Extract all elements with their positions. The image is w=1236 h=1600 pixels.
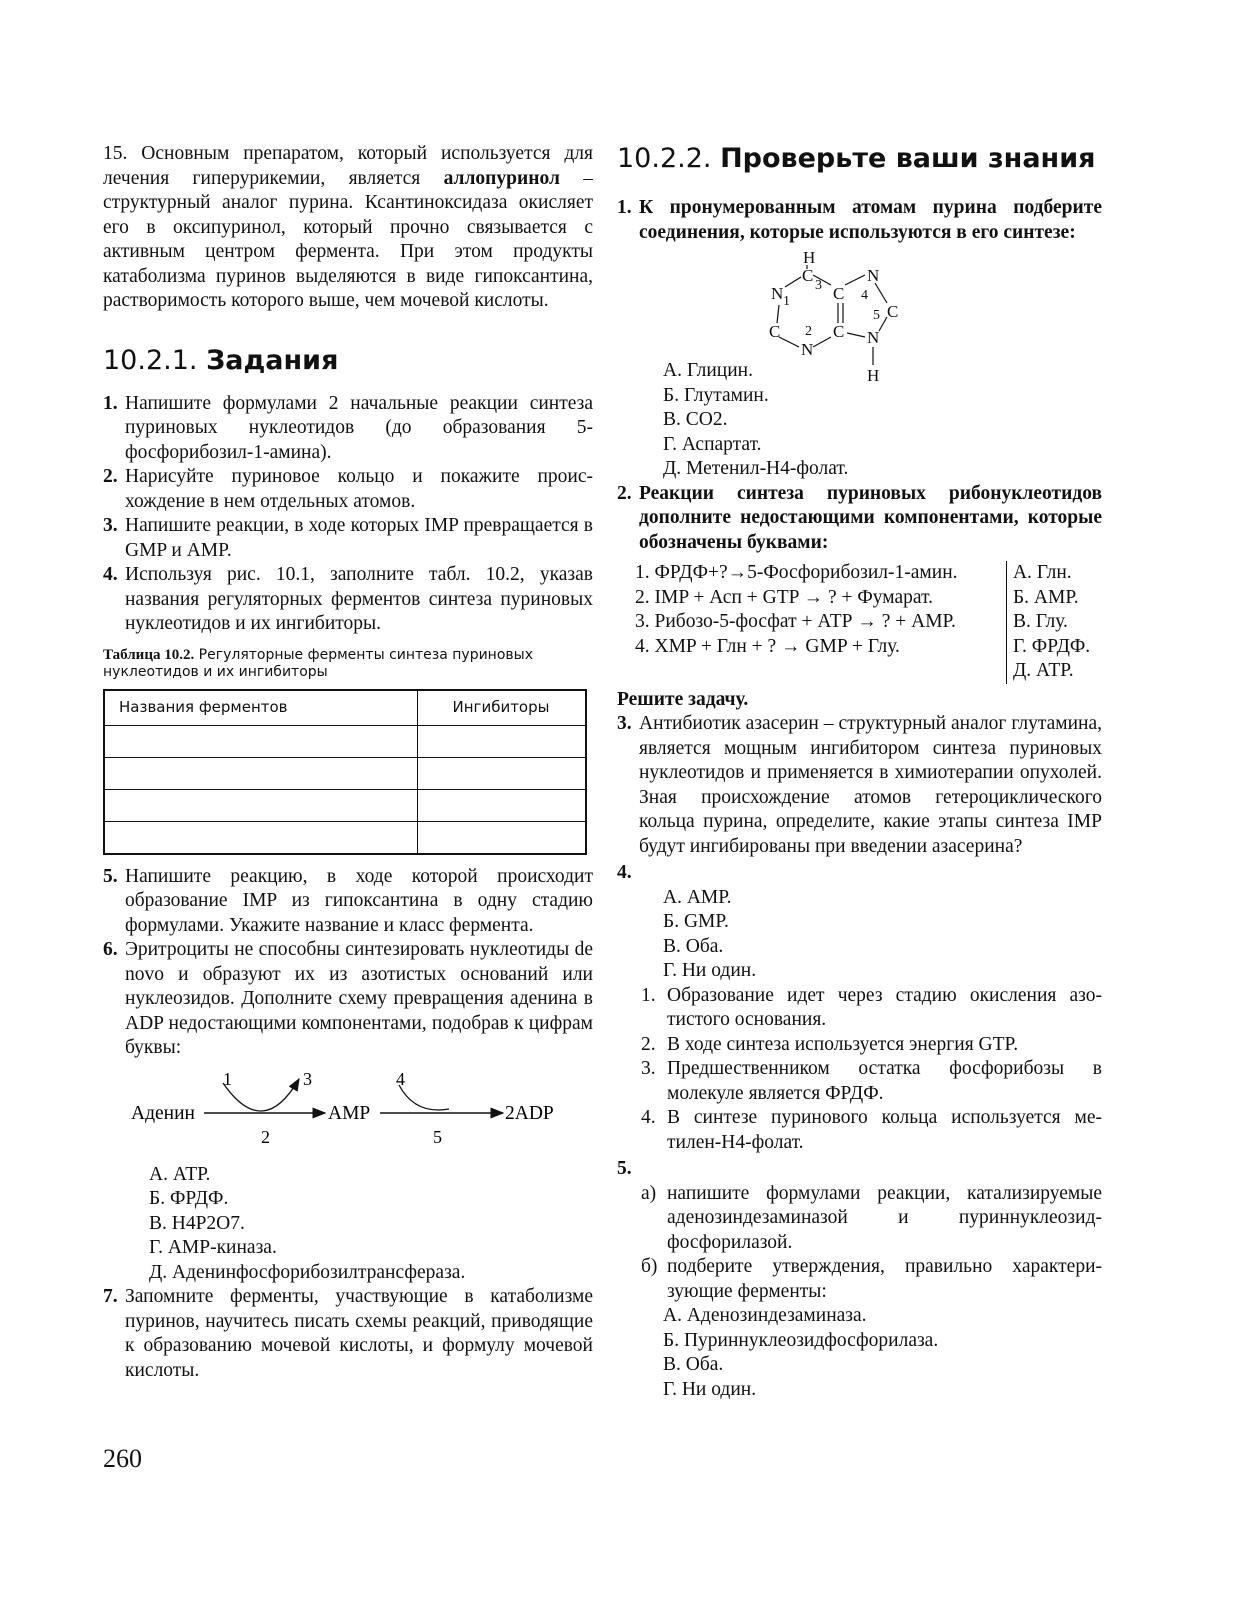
scheme-start: Аденин	[131, 1102, 195, 1124]
label-4: 4	[861, 288, 868, 303]
item-text: Эритроциты не способны синтезировать нуклеотиды de novo и образуют их из азотистых оснований или нуклеозидов. Дополните схему превращения аденина в ADP недостающими компонентами, подобрав к цифрам буквы:	[125, 939, 593, 1058]
option-item: Б. GMP.	[663, 911, 729, 932]
option-item: Г. Ни один.	[663, 1378, 757, 1400]
atom-c-left: C	[769, 322, 781, 341]
atom-n9: N	[867, 328, 880, 347]
question-5-number: 5.	[617, 1158, 632, 1179]
table-cell[interactable]	[104, 725, 418, 757]
q5-options	[617, 1304, 1102, 1402]
reaction-item: 2. IMP + Асп + GTP → ? + Фумарат.	[635, 586, 933, 608]
table-cell[interactable]	[104, 789, 418, 821]
q5-parts	[617, 1182, 1102, 1305]
item-number: 3.	[641, 1058, 656, 1079]
question-text: К пронумерованным атомам пурина подберите соединения, которые используются в его синтезе:	[639, 197, 1102, 243]
item-number: б)	[641, 1256, 658, 1277]
scheme-curve-1	[223, 1079, 299, 1111]
q2-options	[1006, 561, 1102, 684]
list-item	[641, 1057, 1102, 1106]
question-text: Антибиотик азасерин – структурный аналог глутамина, является мощным ингибитором синтеза пуриновых нуклеотидов и применяется в химиотерапии опухолей. Зная происхождение атомов гетероциклического кольца пурина, определите, какие этапы синтеза IMP будут ингибированы при введении азасерина?	[639, 713, 1102, 857]
section-heading-check	[617, 142, 1102, 176]
reaction-item: 3. Рибозо-5-фосфат + АТР → ? + АМР.	[635, 611, 956, 632]
question-number: 2.	[617, 482, 632, 504]
item-text: Образование идет через стадию окисления азотистого основания.	[667, 984, 1102, 1030]
item-number: 4.	[103, 564, 118, 585]
section-number: 10.2.1.	[103, 344, 198, 376]
q4-statements	[617, 984, 1102, 1156]
list-item	[641, 984, 1102, 1033]
q2-matching	[635, 561, 1102, 684]
q2-reactions	[635, 561, 1006, 684]
item-number: 2.	[641, 1033, 656, 1055]
question-1	[617, 196, 1102, 245]
table-row	[104, 725, 586, 757]
item-text: Напишите реакцию, в ходе которой происходит образование IMP из гипоксантина в одну стадию формулами. Укажите название и класс фермента.	[125, 865, 593, 936]
scheme-n4: 4	[396, 1068, 405, 1089]
item-number: 1.	[103, 392, 118, 414]
option-item: Б. ФРДФ.	[149, 1188, 229, 1209]
list-item	[103, 938, 593, 1061]
item-number: 5.	[103, 865, 118, 887]
reaction-item: 4. XMP + Глн + ? → GMP + Глу.	[635, 635, 900, 657]
list-item	[641, 1106, 1102, 1155]
atom-n-bottom: N	[801, 340, 814, 359]
scheme-end: 2ADP	[505, 1102, 554, 1124]
option-item: Д. АТР.	[1012, 660, 1074, 681]
table-cell[interactable]	[418, 725, 587, 757]
table-caption	[103, 647, 593, 681]
scheme-n3: 3	[303, 1068, 312, 1089]
table-caption-label: Таблица 10.2.	[103, 646, 195, 663]
section-heading-tasks	[103, 344, 593, 378]
option-item: Г. Ни один.	[663, 960, 757, 981]
task-list-2	[103, 865, 593, 1061]
atom-c3: C	[802, 266, 814, 285]
item-text: подберите утверждения, правильно характеризующие ферменты:	[667, 1256, 1102, 1302]
table-row	[104, 757, 586, 789]
question-number: 1.	[617, 197, 632, 218]
right-column	[617, 142, 1102, 1402]
table-row	[104, 821, 586, 854]
item-number: 3.	[103, 515, 118, 536]
item-number: 4.	[641, 1107, 656, 1128]
label-1: 1	[783, 294, 790, 309]
page-number: 260	[103, 1444, 142, 1473]
item-text: В ходе синтеза используется энергия GTP.	[667, 1033, 1019, 1055]
task-item-7	[103, 1285, 593, 1383]
scheme-mid: AMP	[328, 1102, 371, 1124]
scheme-curve-2	[399, 1085, 449, 1110]
table-cell[interactable]	[418, 789, 587, 821]
list-item	[103, 563, 593, 637]
item-text: напишите формулами реакции, катализируемые аденозиндезаминазой и пуриннуклеозидфосфорилазой.	[667, 1182, 1102, 1253]
list-item	[641, 1182, 1102, 1256]
item-text: В синтезе пуринового кольца используется метилен-H4-фолат.	[667, 1107, 1102, 1153]
task-number: 7.	[103, 1286, 118, 1307]
list-item	[641, 1033, 1102, 1058]
atom-n-top: N	[867, 266, 880, 285]
option-item: А. Аденозиндезаминаза.	[663, 1305, 867, 1326]
option-item: А. АМР.	[663, 886, 732, 908]
table-cell[interactable]	[104, 821, 418, 854]
list-item	[103, 865, 593, 939]
section-number: 10.2.2.	[617, 143, 712, 174]
option-item: В. СО2.	[663, 409, 728, 430]
option-item: Б. Пуриннуклеозидфосфорилаза.	[663, 1329, 939, 1351]
intro-bold-term: аллопуринол	[443, 167, 560, 189]
section-title: Задания	[206, 344, 339, 376]
label-2: 2	[805, 324, 812, 339]
scheme-n1: 1	[223, 1068, 232, 1089]
item-number: 6.	[103, 939, 118, 960]
list-item	[103, 465, 593, 514]
option-item: Г. ФРДФ.	[1012, 635, 1091, 657]
option-item: Г. АМР-киназа.	[149, 1237, 277, 1258]
atom-h-bottom: H	[867, 366, 880, 385]
option-item: Б. АМР.	[1012, 586, 1079, 608]
option-item: Б. Глутамин.	[663, 384, 769, 406]
table-header-inhibitors: Ингибиторы	[418, 690, 587, 726]
atom-n1: N	[771, 284, 784, 303]
option-item: В. Оба.	[663, 1354, 724, 1375]
task-text: Запомните ферменты, участвующие в катаболизме пуринов, научитесь писать схемы реакций, приводящие к образованию мочевой кислоты, и формулу мочевой кислоты.	[125, 1286, 593, 1381]
q4-options	[617, 886, 1102, 984]
list-item	[103, 514, 593, 563]
atom-h-top: H	[803, 248, 816, 267]
item-number: 1.	[641, 984, 656, 1006]
option-item: А. Глицин.	[663, 360, 753, 381]
table-header-enzymes: Названия ферментов	[104, 690, 418, 726]
question-3	[617, 712, 1102, 859]
item-text: Напишите формулами 2 начальные реакции синтеза пуриновых нуклеотидов (до образования 5-фосфорибозил-1-амина).	[125, 392, 593, 463]
option-item: Г. Аспартат.	[663, 433, 762, 455]
table-cell[interactable]	[104, 757, 418, 789]
table-cell[interactable]	[418, 757, 587, 789]
item-number: 2.	[103, 466, 118, 487]
table-cell[interactable]	[418, 821, 587, 854]
table-caption-text: Регуляторные ферменты синтеза пуриновых нуклеотидов и их ингибиторы	[103, 646, 533, 680]
option-item: А. АТР.	[149, 1163, 211, 1185]
question-4-number: 4.	[617, 862, 632, 883]
solve-label: Решите задачу.	[617, 688, 749, 710]
atom-c4: C	[833, 284, 845, 303]
item-number: а)	[641, 1182, 657, 1204]
scheme-n2: 2	[261, 1126, 270, 1147]
item-text: Предшественником остатка фосфорибозы в молекуле является ФРДФ.	[667, 1058, 1102, 1104]
q1-options	[617, 359, 1102, 482]
task-list	[103, 392, 593, 637]
task6-options	[103, 1163, 593, 1286]
option-item: Д. Метенил-H4-фолат.	[663, 458, 849, 479]
label-5: 5	[873, 308, 880, 323]
intro-paragraph	[103, 142, 593, 314]
list-item	[103, 392, 593, 466]
intro-text-rest: – структурный аналог пурина. Ксантиноксидаза окисляет его в оксипуринол, который прочно связывается с активным центром фермента. При этом продукты катаболизма пуринов выделяются в виде гипоксантина, растворимость которого выше, чем мочевой кислоты.	[103, 167, 594, 311]
atom-c5: C	[887, 302, 899, 321]
question-2	[617, 482, 1102, 556]
atom-c-bottom: C	[833, 322, 845, 341]
option-item: Д. Аденинфосфорибозилтрансфераза.	[149, 1261, 466, 1283]
reaction-item: 1. ФРДФ+?→5-Фосфорибозил-1-амин.	[635, 562, 958, 583]
option-item: В. H4P2O7.	[149, 1212, 245, 1234]
left-column	[103, 142, 593, 1383]
item-text: Используя рис. 10.1, заполните табл. 10.2, указав названия регуляторных ферментов синтеза пуриновых нуклеотидов и их ингибиторы.	[125, 564, 593, 634]
question-text: Реакции синтеза пуриновых рибонуклеотидов дополните недостающими компонентами, которые обозначены буквами:	[639, 482, 1102, 553]
item-text: Напишите реакции, в ходе которых IMP превращается в GMP и AMP.	[125, 515, 593, 561]
section-title: Проверьте ваши знания	[720, 143, 1096, 174]
intro-text: 15. Основным препаратом, который используется для лечения гиперурикемии, является	[103, 143, 593, 189]
label-3: 3	[815, 278, 822, 293]
option-item: А. Глн.	[1012, 562, 1072, 583]
adenine-scheme	[103, 1069, 593, 1159]
option-item: В. Глу.	[1012, 611, 1068, 632]
option-item: В. Оба.	[663, 935, 724, 957]
enzyme-table	[103, 689, 587, 855]
question-number: 3.	[617, 713, 632, 734]
list-item	[641, 1255, 1102, 1304]
table-row	[104, 789, 586, 821]
scheme-n5: 5	[433, 1126, 442, 1147]
item-text: Нарисуйте пуриновое кольцо и покажите происхождение в нем отдельных атомов.	[125, 466, 593, 512]
